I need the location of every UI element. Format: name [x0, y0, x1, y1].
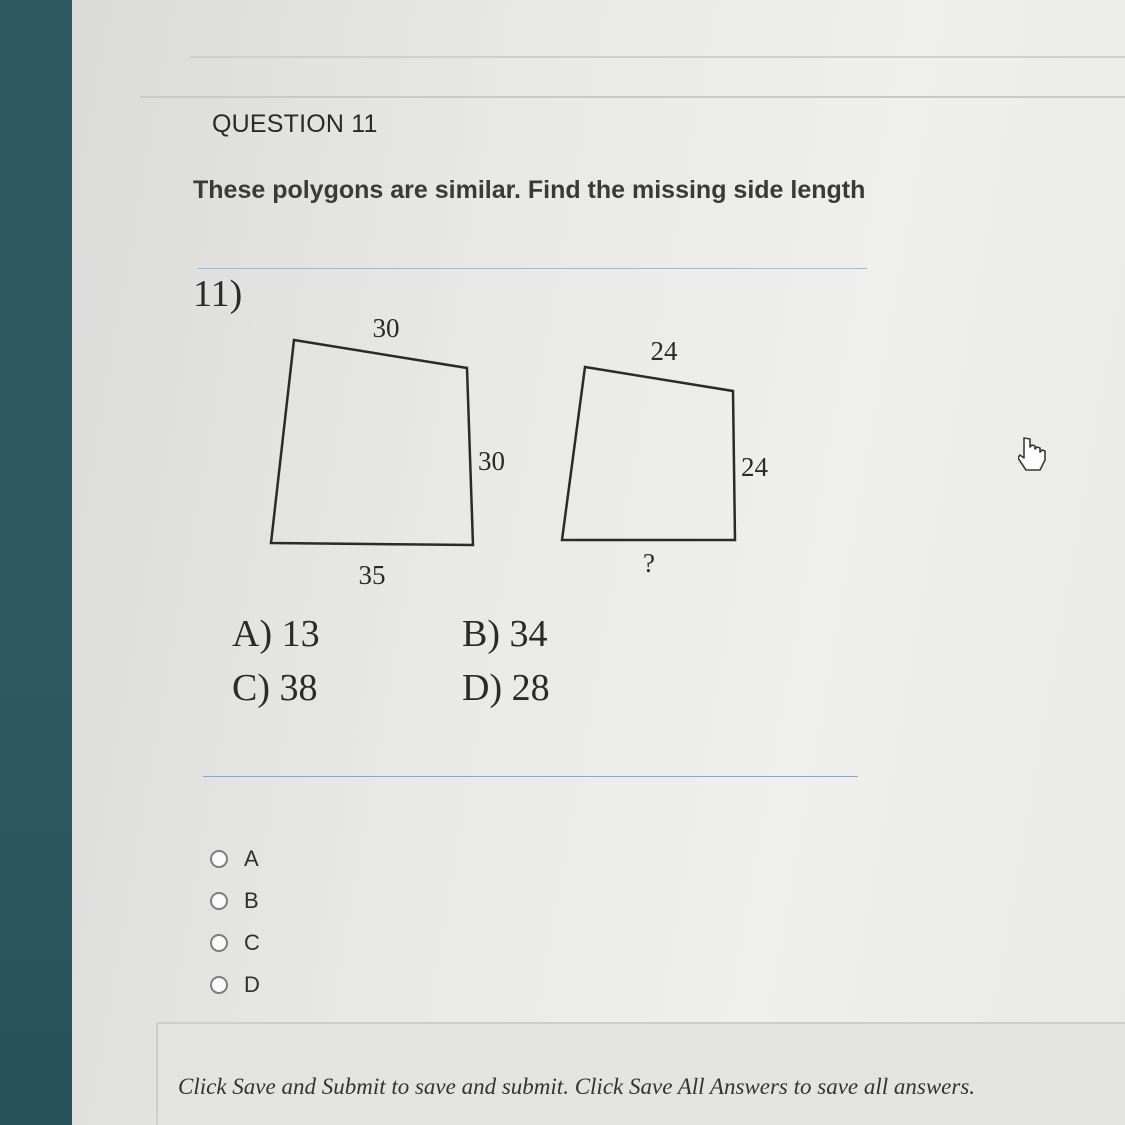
answer-label-c: C — [244, 930, 260, 955]
choice-d: D) 28 — [462, 667, 550, 709]
right-right-side-label: 24 — [741, 452, 768, 482]
problem-number: 11) — [193, 273, 243, 315]
choice-a: A) 13 — [232, 613, 320, 655]
problem-divider-bottom — [203, 776, 858, 777]
radio-button-a[interactable] — [210, 850, 228, 868]
mouse-pointer-hand-icon — [1018, 436, 1052, 478]
choice-c: C) 38 — [232, 667, 318, 709]
answer-option-b[interactable] — [210, 886, 259, 916]
answer-label-b: B — [244, 888, 259, 913]
left-right-side-label: 30 — [478, 446, 505, 476]
choice-b: B) 34 — [462, 613, 548, 655]
right-top-side-label: 24 — [650, 336, 678, 366]
question-heading: QUESTION 11 — [212, 110, 378, 138]
answer-label-d: D — [244, 972, 260, 997]
radio-button-c[interactable] — [210, 934, 228, 952]
radio-button-d[interactable] — [210, 976, 228, 994]
right-bottom-side-label: ? — [643, 548, 655, 578]
answer-option-d[interactable] — [210, 970, 260, 1000]
submit-instructions: Click Save and Submit to save and submit. Click Save All Answers to save all answers. — [178, 1074, 976, 1099]
answer-option-c[interactable] — [210, 928, 260, 958]
question-prompt: These polygons are similar. Find the missing side length — [193, 176, 866, 204]
right-quadrilateral — [562, 367, 735, 540]
left-bottom-side-label: 35 — [358, 560, 386, 590]
left-quadrilateral — [271, 340, 473, 545]
answer-option-a[interactable] — [210, 844, 259, 874]
left-top-side-label: 30 — [372, 313, 400, 343]
radio-button-b[interactable] — [210, 892, 228, 910]
answer-label-a: A — [244, 846, 259, 871]
